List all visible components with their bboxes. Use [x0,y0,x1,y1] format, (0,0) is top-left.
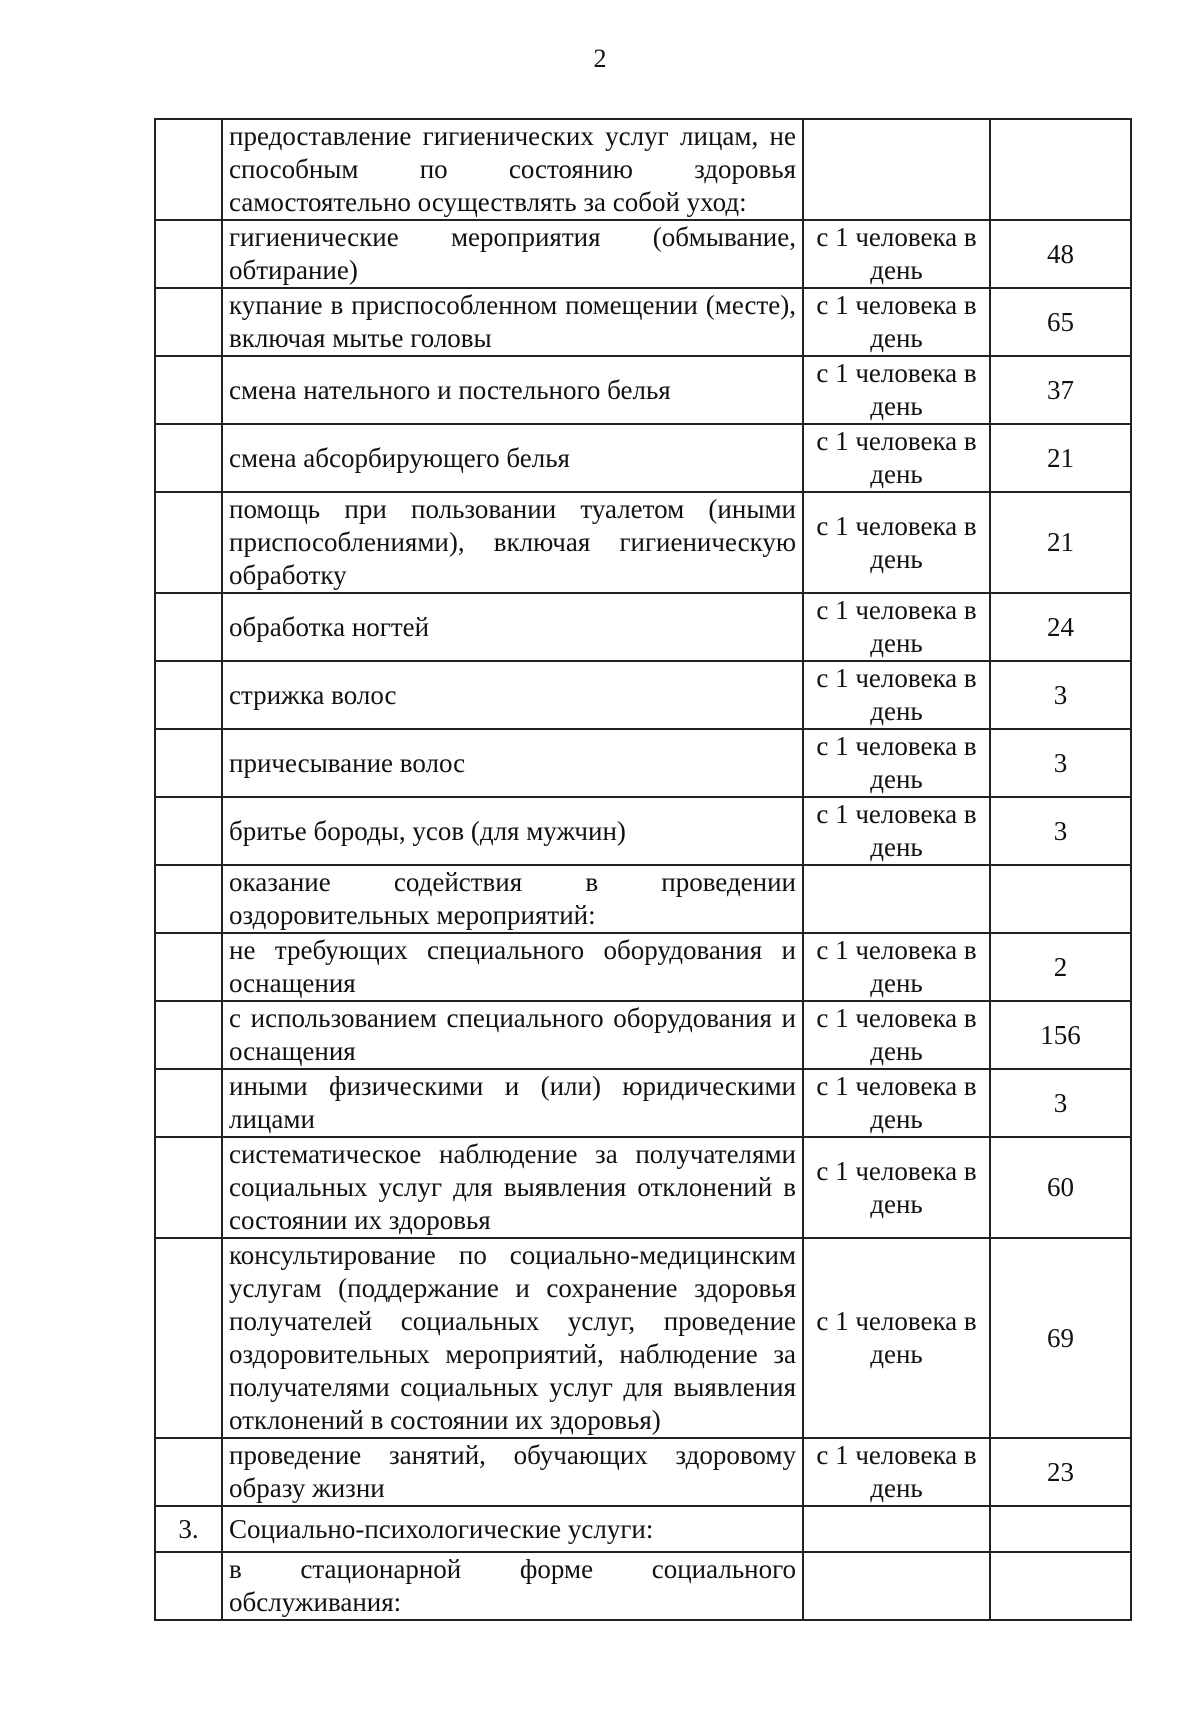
table-row [155,1238,1131,1438]
unit-cell: с 1 человека в день [803,288,990,356]
row-number [155,661,222,729]
tariff-table [154,118,1132,1621]
table-row [155,119,1131,220]
table-row [155,1506,1131,1552]
row-number [155,1069,222,1137]
service-name: купание в приспособленном помещении (месте), включая мытье головы [222,288,803,356]
service-name: стрижка волос [222,661,803,729]
service-name: с использованием специального оборудования и оснащения [222,1001,803,1069]
service-name: предоставление гигиенических услуг лицам, не способным по состоянию здоровья самостоятельно осуществлять за собой уход: [222,119,803,220]
service-name: не требующих специального оборудования и оснащения [222,933,803,1001]
row-number [155,119,222,220]
unit-cell: с 1 человека в день [803,1069,990,1137]
row-number: 3. [155,1506,222,1552]
value-cell: 69 [990,1238,1131,1438]
unit-cell: с 1 человека в день [803,593,990,661]
value-cell: 23 [990,1438,1131,1506]
row-number [155,1238,222,1438]
row-number [155,492,222,593]
table-row [155,729,1131,797]
value-cell [990,1552,1131,1620]
unit-cell [803,119,990,220]
table-row [155,1438,1131,1506]
service-name: оказание содействия в проведении оздоровительных мероприятий: [222,865,803,933]
value-cell: 3 [990,661,1131,729]
unit-cell: с 1 человека в день [803,729,990,797]
value-cell [990,865,1131,933]
table-row [155,492,1131,593]
value-cell: 60 [990,1137,1131,1238]
service-name: помощь при пользовании туалетом (иными приспособлениями), включая гигиеническую обработку [222,492,803,593]
row-number [155,593,222,661]
value-cell: 21 [990,424,1131,492]
unit-cell: с 1 человека в день [803,220,990,288]
table-row [155,865,1131,933]
table-row [155,356,1131,424]
value-cell: 21 [990,492,1131,593]
value-cell: 24 [990,593,1131,661]
service-name: иными физическими и (или) юридическими лицами [222,1069,803,1137]
value-cell [990,119,1131,220]
row-number [155,1137,222,1238]
value-cell: 3 [990,797,1131,865]
unit-cell: с 1 человека в день [803,797,990,865]
row-number [155,1438,222,1506]
table-row [155,661,1131,729]
service-name: консультирование по социально-медицинским услугам (поддержание и сохранение здоровья получателей социальных услуг, проведение оздоровительных мероприятий, наблюдение за получателями социальных услуг для выявления отклонений в состоянии их здоровья) [222,1238,803,1438]
row-number [155,1001,222,1069]
unit-cell: с 1 человека в день [803,1001,990,1069]
service-name: проведение занятий, обучающих здоровому образу жизни [222,1438,803,1506]
unit-cell [803,1506,990,1552]
unit-cell: с 1 человека в день [803,1238,990,1438]
unit-cell: с 1 человека в день [803,356,990,424]
value-cell: 65 [990,288,1131,356]
service-name: обработка ногтей [222,593,803,661]
row-number [155,220,222,288]
table-row [155,933,1131,1001]
table-row [155,1137,1131,1238]
unit-cell: с 1 человека в день [803,933,990,1001]
unit-cell [803,1552,990,1620]
row-number [155,424,222,492]
unit-cell: с 1 человека в день [803,1137,990,1238]
row-number [155,797,222,865]
table-row [155,1069,1131,1137]
unit-cell: с 1 человека в день [803,492,990,593]
unit-cell: с 1 человека в день [803,1438,990,1506]
row-number [155,865,222,933]
table-row [155,220,1131,288]
page-number: 2 [593,44,607,73]
row-number [155,288,222,356]
row-number [155,729,222,797]
value-cell: 48 [990,220,1131,288]
table-row [155,1001,1131,1069]
service-name: гигиенические мероприятия (обмывание, обтирание) [222,220,803,288]
service-name: систематическое наблюдение за получателями социальных услуг для выявления отклонений в состоянии их здоровья [222,1137,803,1238]
row-number [155,933,222,1001]
table-row [155,797,1131,865]
value-cell: 37 [990,356,1131,424]
unit-cell [803,865,990,933]
row-number [155,1552,222,1620]
value-cell: 3 [990,1069,1131,1137]
table-row [155,424,1131,492]
service-name: причесывание волос [222,729,803,797]
value-cell: 156 [990,1001,1131,1069]
value-cell [990,1506,1131,1552]
unit-cell: с 1 человека в день [803,424,990,492]
table-row [155,1552,1131,1620]
service-name: в стационарной форме социального обслуживания: [222,1552,803,1620]
row-number [155,356,222,424]
service-name: Социально-психологические услуги: [222,1506,803,1552]
service-name: смена абсорбирующего белья [222,424,803,492]
table-row [155,288,1131,356]
service-name: смена нательного и постельного белья [222,356,803,424]
value-cell: 3 [990,729,1131,797]
service-name: бритье бороды, усов (для мужчин) [222,797,803,865]
unit-cell: с 1 человека в день [803,661,990,729]
value-cell: 2 [990,933,1131,1001]
table-row [155,593,1131,661]
